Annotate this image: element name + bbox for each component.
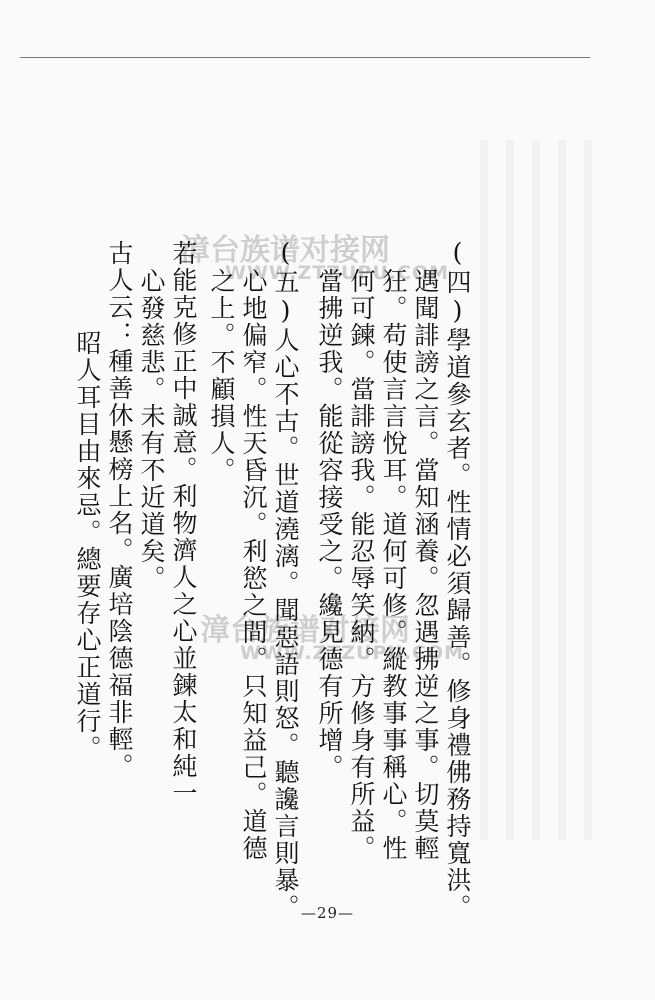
text-column-7: 心地偏窄。性天昏沉。利慾之間。只知益己。道德 — [239, 268, 268, 862]
text-column-6: (五)人心不古。世道澆漓。聞惡語則怒。聽讒言則暴。 — [271, 238, 300, 921]
top-rule — [20, 57, 590, 58]
text-column-5: 當拂逆我。能從容接受之。纔見德有所增。 — [315, 268, 344, 781]
text-column-4: 何可鍊。當誹謗我。能忍辱笑納。方修身有所益。 — [347, 268, 376, 862]
text-column-1: (四)學道參玄者。性情必須歸善。修身禮佛務持寬洪。 — [443, 238, 472, 921]
text-column-12: 昭人耳目由來忌。總要存心正道行。 — [73, 330, 102, 762]
text-column-9: 若能克修正中誠意。利物濟人之心並鍊太和純一 — [169, 240, 198, 807]
watermark-url: WWW.ZTZUPU.COM — [240, 642, 465, 664]
text-column-2: 遇聞誹謗之言。當知涵養。忽遇拂逆之事。切莫輕 — [411, 268, 440, 862]
text-column-11: 古人云：種善休懸榜上名。廣培陰德福非輕。 — [105, 240, 134, 780]
bleed-through-texture — [480, 140, 600, 840]
watermark-text: 漳台族谱对接网 — [180, 233, 390, 268]
text-column-8: 之上。不顧損人。 — [207, 268, 236, 484]
watermark-url: WWW.ZTZUPU.COM — [225, 262, 450, 284]
page-number: —29— — [300, 904, 355, 922]
watermark-text: 漳台族谱对接网 — [200, 613, 410, 648]
text-column-10: 心發慈悲。未有不近道矣。 — [137, 268, 166, 592]
text-column-3: 狂。苟使言言悅耳。道何可修。縱教事事稱心。性 — [379, 268, 408, 862]
